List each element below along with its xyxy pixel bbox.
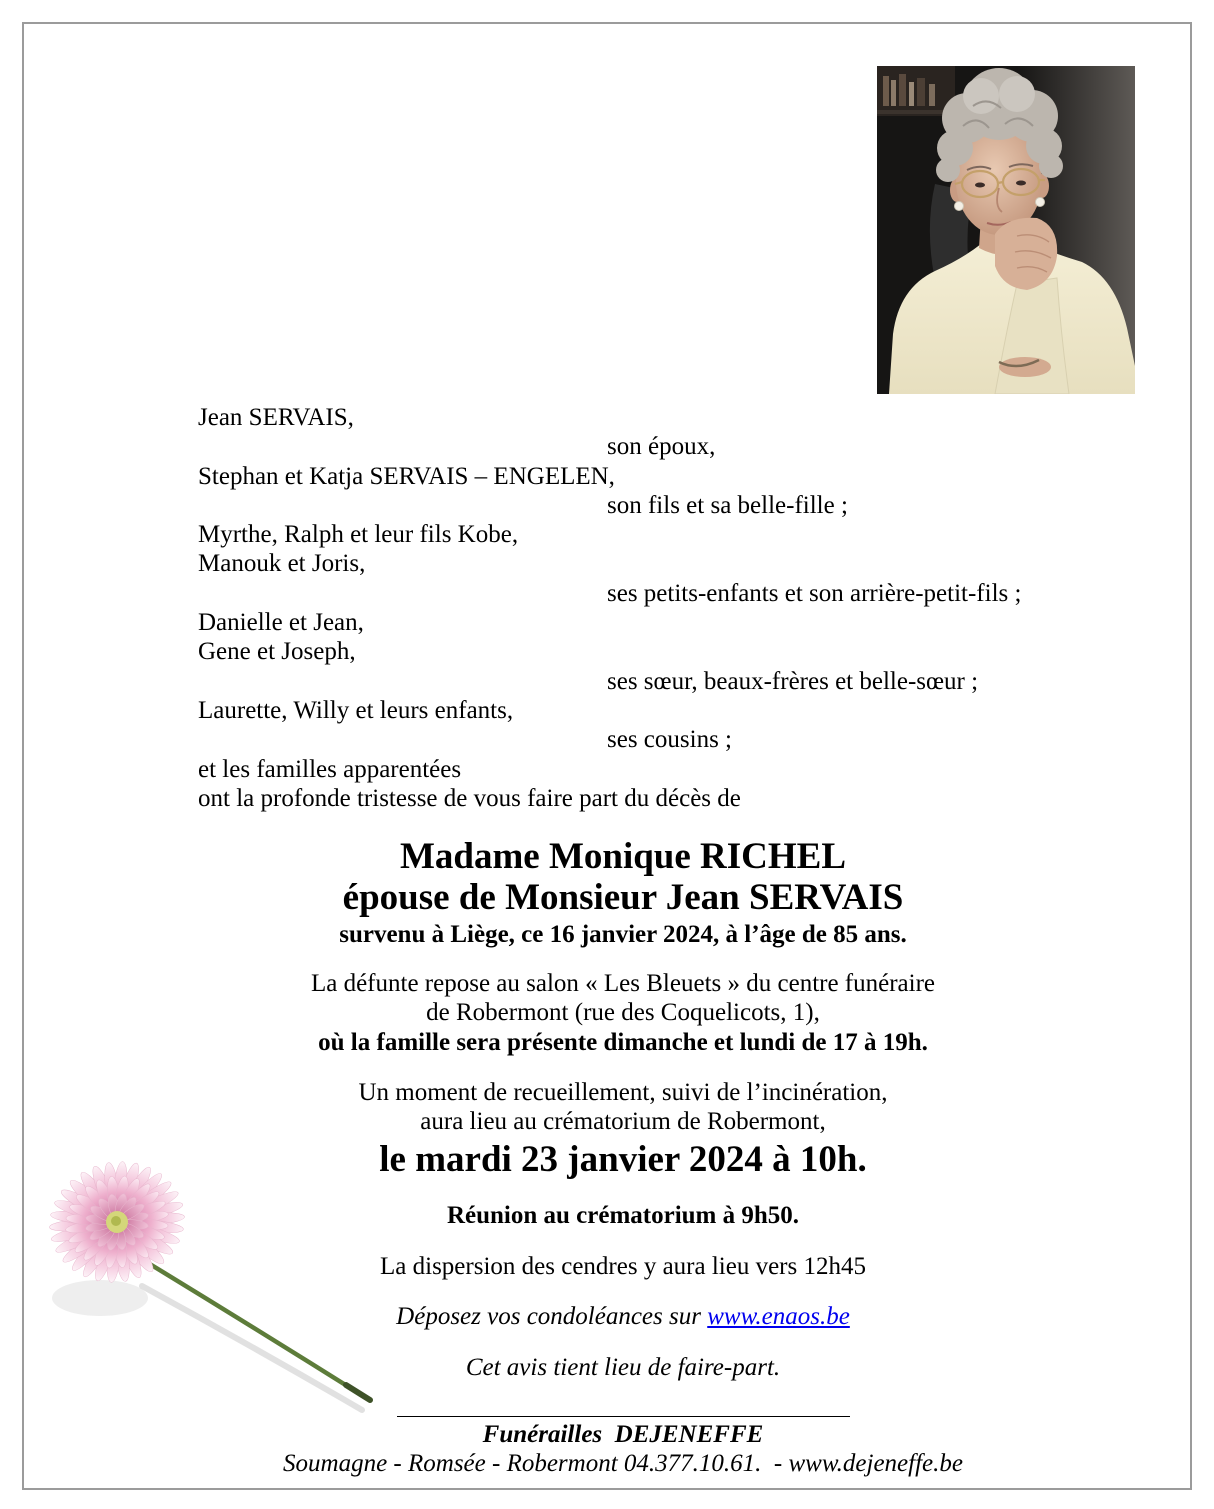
hair-curl bbox=[936, 158, 960, 182]
mourner-name: Jean SERVAIS, bbox=[198, 404, 354, 431]
book bbox=[899, 74, 906, 106]
other-hand bbox=[999, 357, 1051, 377]
flower-decoration bbox=[30, 1140, 390, 1430]
mourner-name: Myrthe, Ralph et leur fils Kobe, bbox=[198, 521, 519, 549]
hair-curl bbox=[999, 76, 1035, 112]
mourner-name: Gene et Joseph, bbox=[198, 638, 356, 666]
book bbox=[929, 84, 935, 106]
mourner-relation: ses petits-enfants et son arrière-petit-fils ; bbox=[607, 579, 1022, 607]
mourner-relation: son fils et sa belle-fille ; bbox=[607, 491, 848, 519]
deceased-name: Madame Monique RICHEL bbox=[399, 836, 847, 877]
eye-left bbox=[975, 183, 985, 188]
flower-shadow bbox=[52, 1280, 148, 1316]
mourner-relation: ses cousins ; bbox=[607, 726, 732, 754]
funeral-home-name: Funérailles DEJENEFFE bbox=[482, 1421, 764, 1448]
visitation-line: de Robermont (rue des Coquelicots, 1), bbox=[426, 999, 820, 1026]
earring-right bbox=[1036, 198, 1045, 207]
closing-line: ont la profonde tristesse de vous faire part du décès de bbox=[198, 784, 741, 812]
notice-line: Cet avis tient lieu de faire-part. bbox=[465, 1354, 781, 1381]
hair-curl bbox=[1039, 154, 1063, 178]
mourner-relation: son époux, bbox=[607, 433, 716, 461]
family-presence: où la famille sera présente dimanche et lundi de 17 à 19h. bbox=[318, 1029, 928, 1056]
funeral-home-contact: Soumagne - Romsée - Robermont 04.377.10.61. - www.dejeneffe.be bbox=[283, 1450, 963, 1477]
mourner-name: Stephan et Katja SERVAIS – ENGELEN, bbox=[198, 462, 615, 490]
mourner-relation: ses sœur, beaux-frères et belle-sœur ; bbox=[607, 667, 979, 695]
stem-end bbox=[346, 1385, 370, 1400]
book bbox=[917, 78, 925, 106]
flower-center-core bbox=[111, 1216, 121, 1226]
family-list bbox=[198, 403, 1098, 813]
hair-curl bbox=[963, 78, 999, 114]
condolences-link[interactable]: www.enaos.be bbox=[707, 1303, 850, 1330]
visitation-line: La défunte repose au salon « Les Bleuets » du centre funéraire bbox=[310, 970, 936, 997]
closing-line: et les familles apparentées bbox=[198, 755, 462, 783]
ceremony-line: aura lieu au crématorium de Robermont, bbox=[420, 1108, 826, 1135]
death-details: survenu à Liège, ce 16 janvier 2024, à l’âge de 85 ans. bbox=[339, 921, 907, 948]
ceremony-date: le mardi 23 janvier 2024 à 10h. bbox=[379, 1139, 867, 1180]
mourner-name: Danielle et Jean, bbox=[198, 609, 364, 637]
footer-divider bbox=[397, 1416, 850, 1417]
mourner-name: Manouk et Joris, bbox=[198, 550, 366, 578]
book bbox=[883, 76, 889, 106]
stem-shadow bbox=[142, 1286, 362, 1410]
book bbox=[909, 82, 914, 106]
spouse-line: épouse de Monsieur Jean SERVAIS bbox=[342, 877, 904, 918]
ash-dispersal: La dispersion des cendres y aura lieu vers 12h45 bbox=[380, 1253, 866, 1280]
eye-right bbox=[1016, 181, 1026, 186]
earring-left bbox=[955, 202, 964, 211]
portrait-photo bbox=[877, 66, 1135, 394]
flower-stem bbox=[135, 1255, 368, 1399]
book bbox=[891, 80, 896, 106]
meeting-time: Réunion au crématorium à 9h50. bbox=[446, 1202, 800, 1229]
condolences-text: Déposez vos condoléances sur bbox=[396, 1303, 701, 1330]
mourner-name: Laurette, Willy et leurs enfants, bbox=[198, 696, 514, 724]
ceremony-line: Un moment de recueillement, suivi de l’incinération, bbox=[358, 1079, 888, 1106]
